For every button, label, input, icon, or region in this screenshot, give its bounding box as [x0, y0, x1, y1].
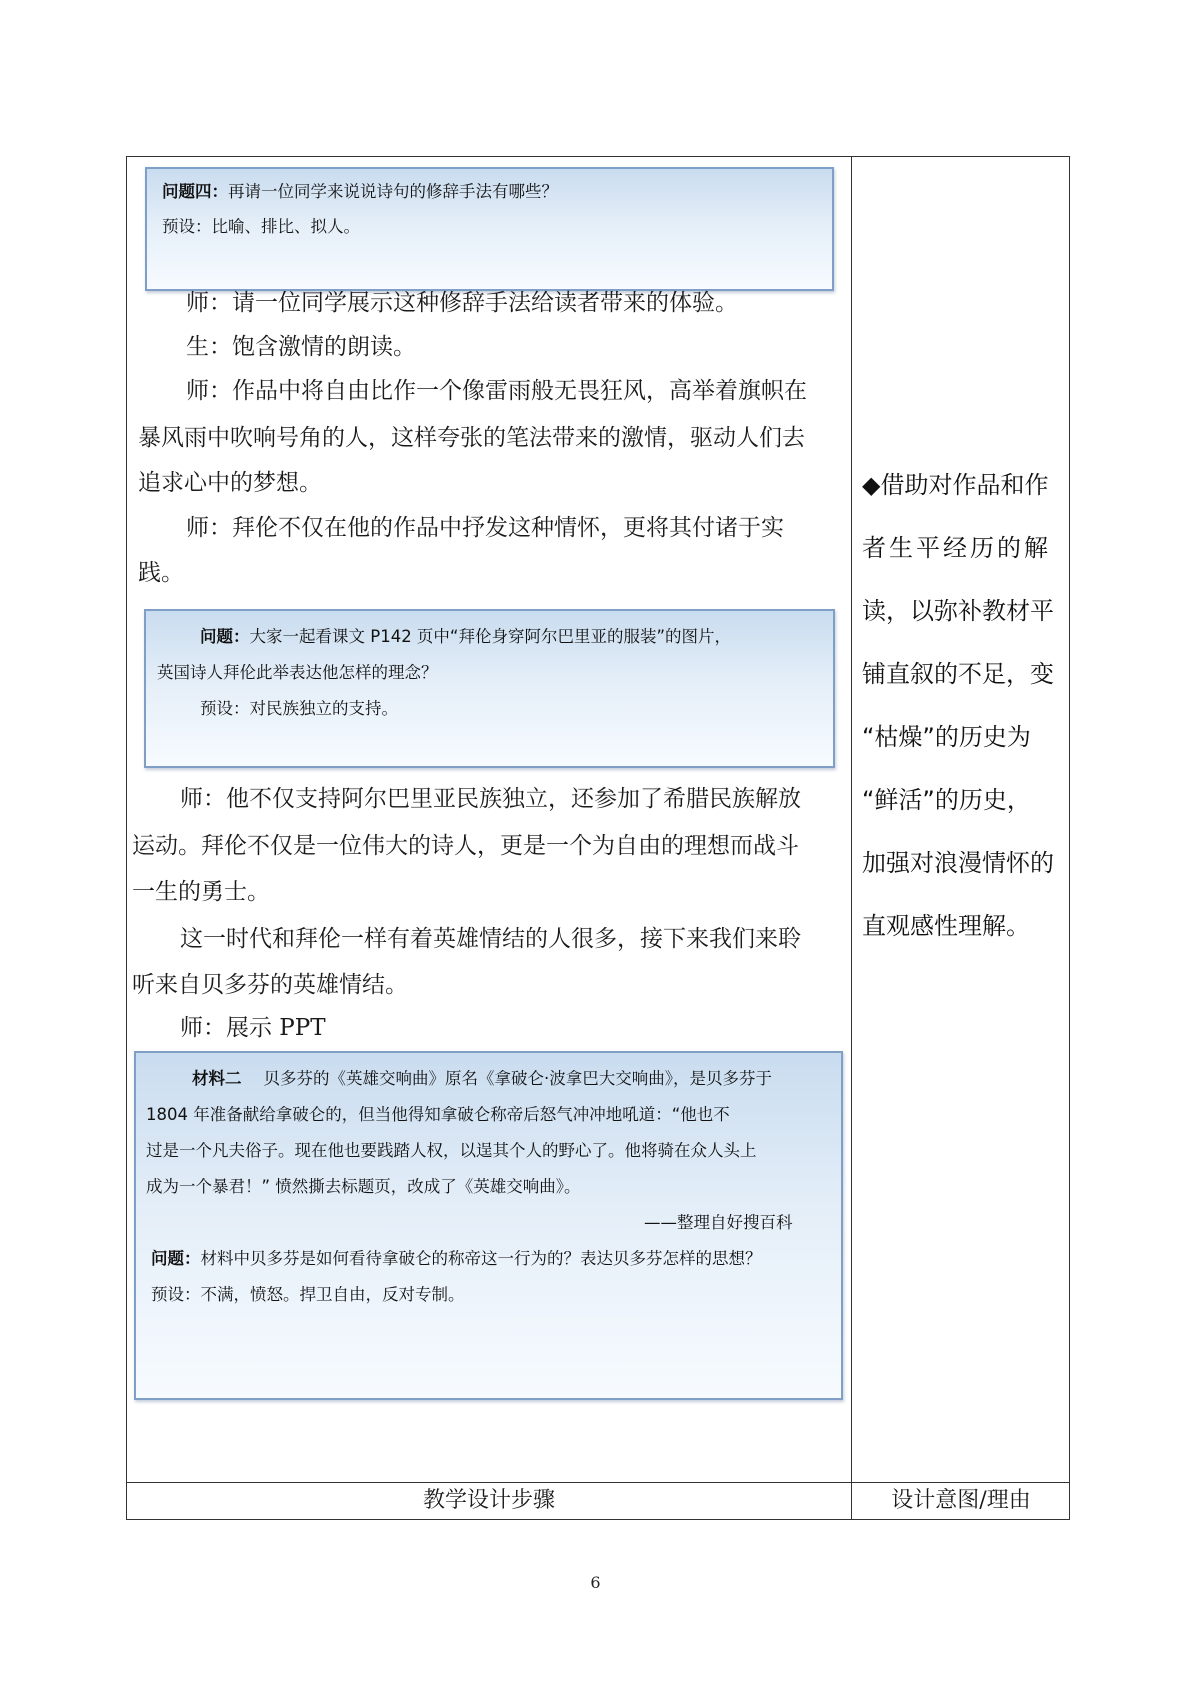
design-intent-line: 铺直叙的不足，变	[862, 660, 1054, 688]
question-text-cont: 英国诗人拜伦此举表达他怎样的理念？	[157, 663, 438, 682]
footer-steps-label: 教学设计步骤	[422, 1488, 555, 1513]
question-label: 问题：	[151, 1249, 201, 1268]
material-text: 过是一个凡夫俗子。现在他也要践踏人权，以逞其个人的野心了。他将骑在众人头上	[146, 1141, 757, 1160]
material-label: 材料二	[192, 1069, 242, 1088]
dialogue-line: 师：他不仅支持阿尔巴里亚民族独立，还参加了希腊民族解放	[180, 786, 801, 812]
material-text: 成为一个暴君！” 愤然撕去标题页，改成了《英雄交响曲》。	[146, 1177, 581, 1196]
dialogue-line: 运动。拜伦不仅是一位伟大的诗人，更是一个为自由的理想而战斗	[132, 833, 799, 859]
question-text: 材料中贝多芬是如何看待拿破仑的称帝这一行为的？表达贝多芬怎样的思想？	[200, 1249, 762, 1268]
material-two-box	[134, 1051, 843, 1400]
dialogue-line: 师：拜伦不仅在他的作品中抒发这种情怀，更将其付诸于实	[186, 515, 784, 541]
question-text: 再请一位同学来说说诗句的修辞手法有哪些？	[228, 182, 558, 201]
design-intent-line: 者生平经历的解	[862, 534, 1051, 562]
design-intent-line: 直观感性理解。	[862, 912, 1030, 940]
footer-intent-label: 设计意图/理由	[891, 1488, 1031, 1513]
design-intent-line: “鲜活”的历史，	[862, 786, 1031, 814]
dialogue-line: 一生的勇士。	[132, 879, 270, 905]
question-text: 大家一起看课文 P142 页中“拜伦身穿阿尔巴里亚的服装”的图片，	[249, 627, 732, 646]
question-four-box	[145, 167, 834, 291]
question-label: 问题四：	[162, 182, 228, 201]
material-source: ——整理自好搜百科	[644, 1213, 793, 1232]
dialogue-line: 师：展示 PPT	[180, 1015, 326, 1041]
material-text: 1804 年准备献给拿破仑的，但当他得知拿破仑称帝后怒气冲冲地吼道：“他也不	[146, 1105, 730, 1124]
preset-text: 预设：不满，愤怒。捍卫自由，反对专制。	[151, 1285, 465, 1304]
column-divider	[851, 157, 852, 1519]
dialogue-line: 暴风雨中吹响号角的人，这样夸张的笔法带来的激情，驱动人们去	[138, 425, 805, 451]
preset-text: 预设：比喻、排比、拟人。	[162, 217, 360, 236]
design-intent-line: ◆借助对作品和作	[862, 471, 1049, 499]
page-number: 6	[590, 1573, 601, 1592]
material-text: 贝多芬的《英雄交响曲》原名《拿破仑·波拿巴大交响曲》，是贝多芬于	[263, 1069, 772, 1088]
dialogue-line: 追求心中的梦想。	[138, 470, 322, 496]
question-label: 问题：	[200, 627, 250, 646]
preset-text: 预设：对民族独立的支持。	[200, 699, 398, 718]
dialogue-line: 师：请一位同学展示这种修辞手法给读者带来的体验。	[186, 290, 738, 316]
question-box	[144, 609, 835, 768]
dialogue-line: 这一时代和拜伦一样有着英雄情结的人很多，接下来我们来聆	[180, 926, 801, 952]
design-intent-line: 读，以弥补教材平	[862, 597, 1054, 625]
dialogue-line: 践。	[138, 560, 184, 586]
design-intent-line: 加强对浪漫情怀的	[862, 849, 1054, 877]
dialogue-line: 师：作品中将自由比作一个像雷雨般无畏狂风，高举着旗帜在	[186, 378, 807, 404]
dialogue-line: 生：饱含激情的朗读。	[186, 334, 416, 360]
dialogue-line: 听来自贝多芬的英雄情结。	[132, 972, 408, 998]
design-intent-line: “枯燥”的历史为	[862, 723, 1031, 751]
